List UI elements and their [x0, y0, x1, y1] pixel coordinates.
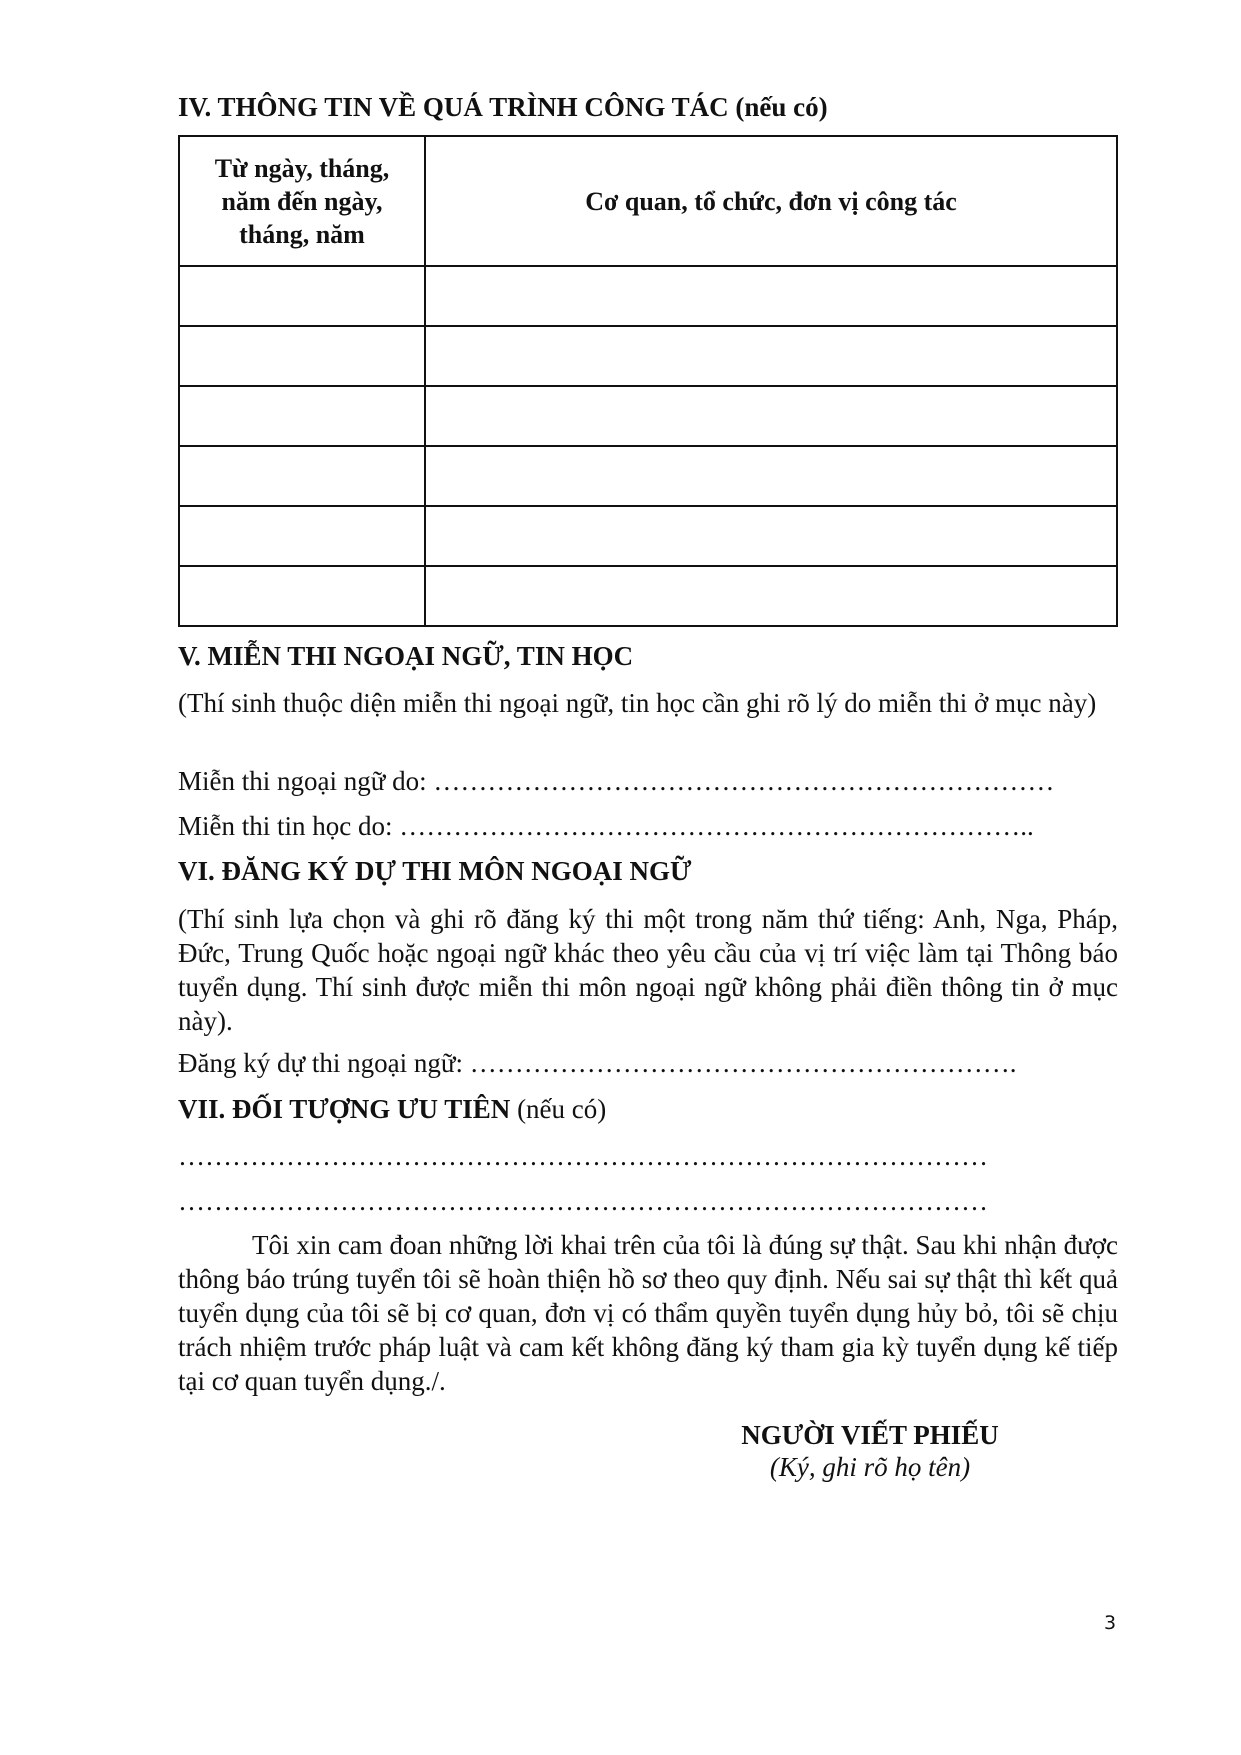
column-header-period: Từ ngày, tháng, năm đến ngày, tháng, năm	[179, 136, 425, 266]
signature-note: (Ký, ghi rõ họ tên)	[769, 1452, 971, 1482]
table-cell-organization[interactable]	[425, 566, 1117, 626]
section-6-note: (Thí sinh lựa chọn và ghi rõ đăng ký thi một trong năm thứ tiếng: Anh, Nga, Pháp, Đức, Trung Quốc hoặc ngoại ngữ khác theo yêu cầu của vị trí việc làm tại Thông báo tuyển dụng. Thí sinh được miễn thi môn ngoại ngữ không phải điền thông tin ở mục này).	[178, 904, 1118, 1036]
table-row	[179, 446, 1117, 506]
section-5-title: V. MIỄN THI NGOẠI NGỮ, TIN HỌC	[178, 641, 634, 671]
work-history-table	[178, 135, 1118, 627]
section-6-title: VI. ĐĂNG KÝ DỰ THI MÔN NGOẠI NGỮ	[178, 856, 692, 886]
signature-title: NGƯỜI VIẾT PHIẾU	[741, 1420, 999, 1450]
priority-field-line-2[interactable]: ………………………………………………………………………………	[178, 1186, 988, 1216]
table-row	[179, 506, 1117, 566]
table-cell-organization[interactable]	[425, 506, 1117, 566]
table-cell-period[interactable]	[179, 326, 425, 386]
foreign-language-exemption-field[interactable]: ……………………………………………………………	[433, 766, 1055, 796]
section-7-title: VII. ĐỐI TƯỢNG ƯU TIÊN	[178, 1094, 511, 1124]
language-registration-label: Đăng ký dự thi ngoại ngữ:	[178, 1048, 463, 1078]
table-row	[179, 566, 1117, 626]
table-cell-period[interactable]	[179, 446, 425, 506]
table-cell-period[interactable]	[179, 566, 425, 626]
it-exemption-line	[178, 813, 1034, 840]
it-exemption-label: Miễn thi tin học do:	[178, 811, 393, 841]
table-cell-organization[interactable]	[425, 266, 1117, 326]
table-row	[179, 266, 1117, 326]
it-exemption-field[interactable]: ……………………………………………………………..	[399, 811, 1034, 841]
section-7-suffix: (nếu có)	[517, 1094, 607, 1124]
table-row	[179, 326, 1117, 386]
section-4-title: IV. THÔNG TIN VỀ QUÁ TRÌNH CÔNG TÁC	[178, 92, 729, 122]
page-number: 3	[1104, 1612, 1117, 1634]
section-5-note: (Thí sinh thuộc diện miễn thi ngoại ngữ, tin học cần ghi rõ lý do miễn thi ở mục này)	[178, 688, 1097, 718]
column-header-organization: Cơ quan, tổ chức, đơn vị công tác	[425, 136, 1117, 266]
table-cell-organization[interactable]	[425, 386, 1117, 446]
table-cell-period[interactable]	[179, 506, 425, 566]
priority-field-line-1[interactable]: ………………………………………………………………………………	[178, 1141, 988, 1171]
section-4-suffix: (nếu có)	[735, 92, 828, 122]
table-cell-organization[interactable]	[425, 446, 1117, 506]
language-registration-line	[178, 1050, 1017, 1077]
table-row	[179, 386, 1117, 446]
signature-block	[680, 1419, 1060, 1483]
section-7-heading	[178, 1096, 606, 1123]
section-4-heading	[178, 94, 828, 121]
foreign-language-exemption-label: Miễn thi ngoại ngữ do:	[178, 766, 427, 796]
table-cell-organization[interactable]	[425, 326, 1117, 386]
foreign-language-exemption-line	[178, 768, 1054, 795]
table-cell-period[interactable]	[179, 266, 425, 326]
table-header-row	[179, 136, 1117, 266]
declaration-paragraph: Tôi xin cam đoan những lời khai trên của tôi là đúng sự thật. Sau khi nhận được thông báo trúng tuyển tôi sẽ hoàn thiện hồ sơ theo quy định. Nếu sai sự thật thì kết quả tuyển dụng của tôi sẽ bị cơ quan, đơn vị có thẩm quyền tuyển dụng hủy bỏ, tôi sẽ chịu trách nhiệm trước pháp luật và cam kết không đăng ký tham gia kỳ tuyển dụng kế tiếp tại cơ quan tuyển dụng./.	[178, 1230, 1118, 1396]
table-cell-period[interactable]	[179, 386, 425, 446]
language-registration-field[interactable]: …………………………………………………….	[469, 1048, 1017, 1078]
